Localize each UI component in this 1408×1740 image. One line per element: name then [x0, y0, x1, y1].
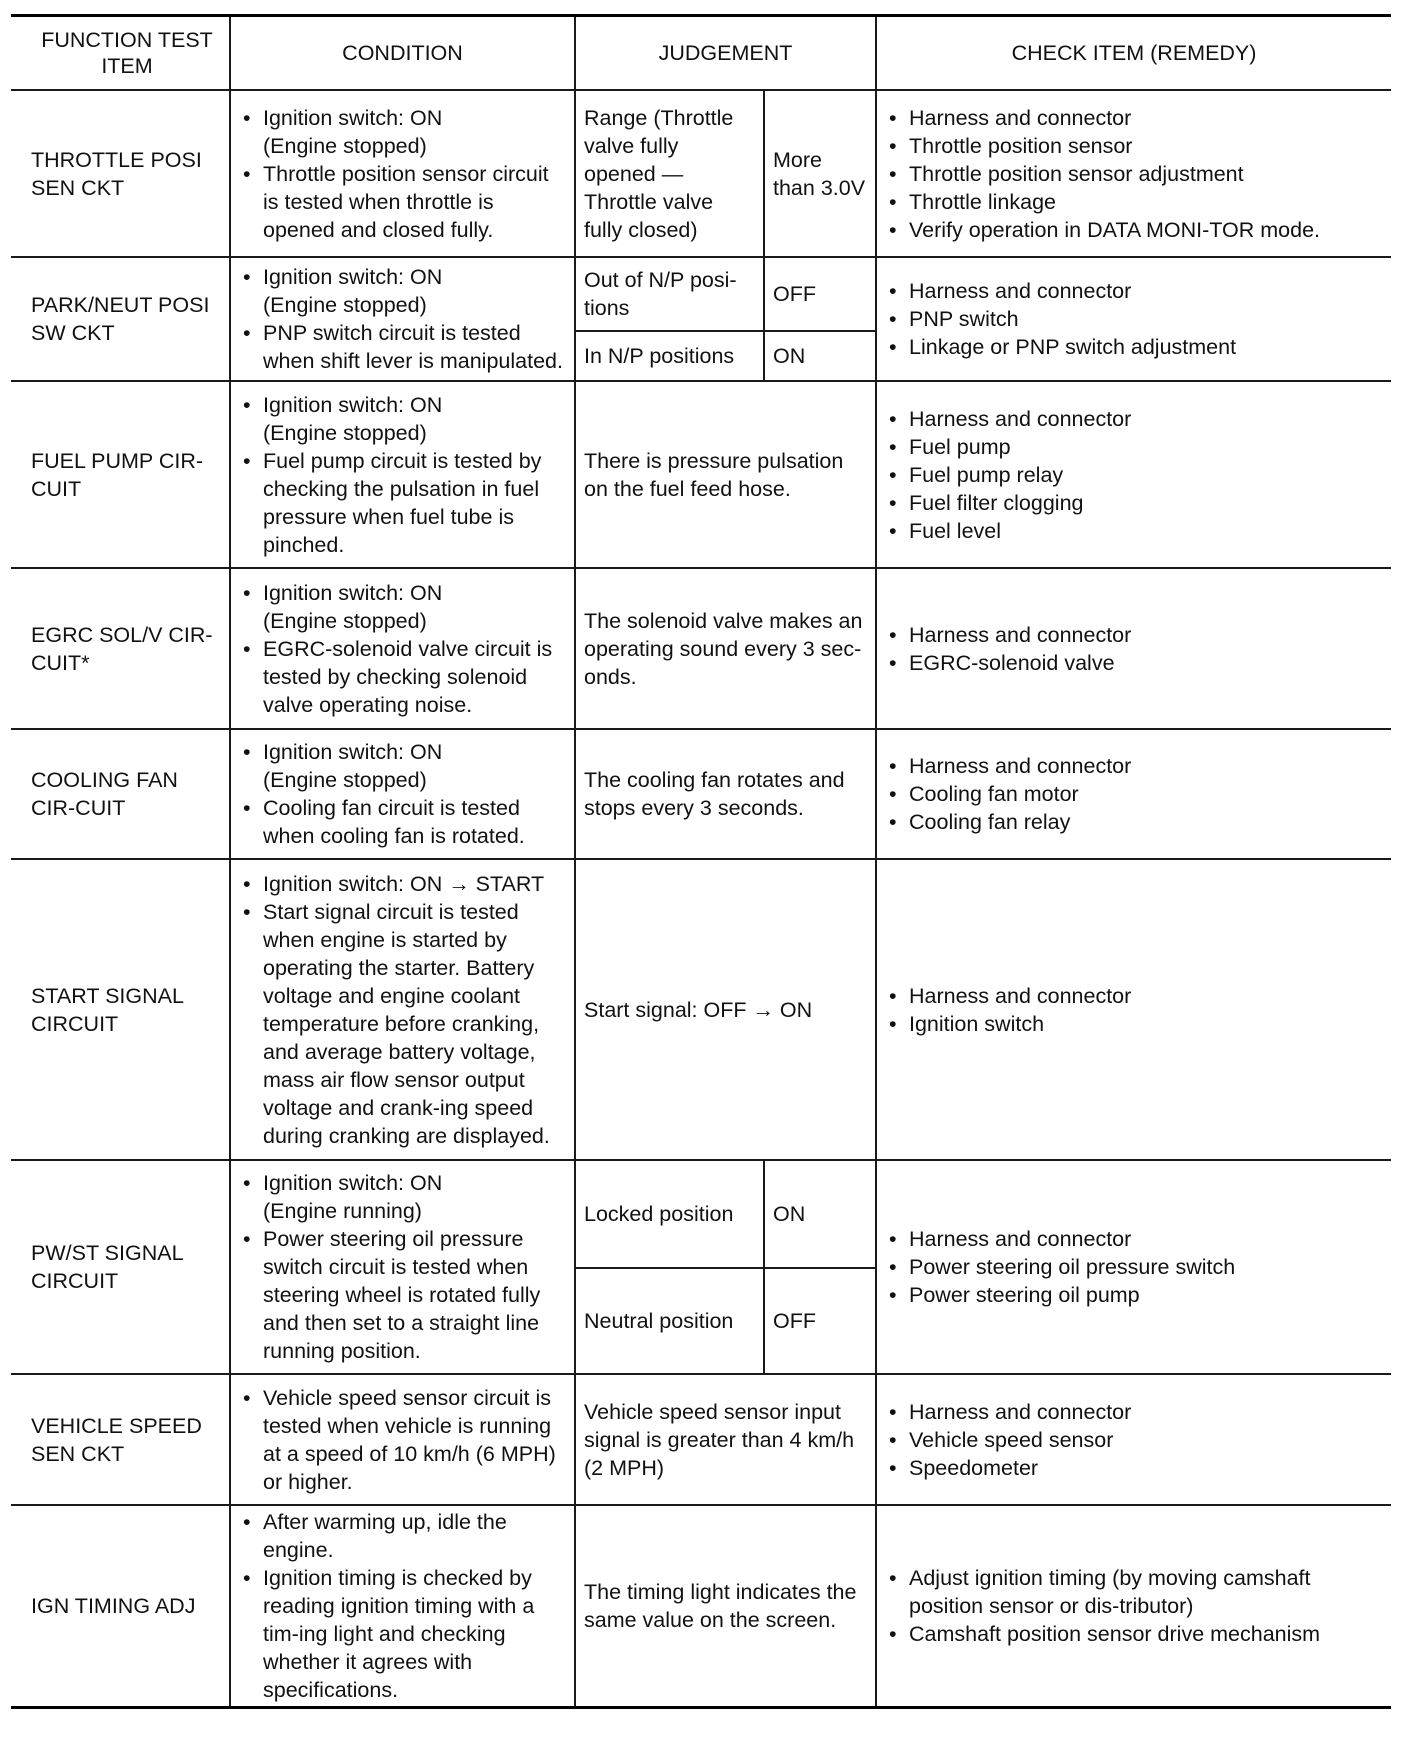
condition-text: Ignition switch: ON [263, 392, 443, 417]
check-item-cell [876, 568, 1391, 729]
condition-bullet: • EGRC-solenoid valve circuit is tested by checking solenoid valve operating noise. [239, 635, 566, 719]
condition-bullet: • Start signal circuit is tested when engine is started by operating the starter. Battery voltage and engine coolant temperature before cranking, and average battery voltage, mass air flow sensor output voltage and crank-ing speed during cranking are displayed. [239, 898, 566, 1150]
check-bullet: • Harness and connector [885, 752, 1383, 780]
judgement-value: OFF [764, 257, 876, 331]
check-bullet: • Cooling fan motor [885, 780, 1383, 808]
header-function-test-item: FUNCTION TEST ITEM [11, 16, 230, 91]
check-item-cell [876, 859, 1391, 1160]
condition-subtext: (Engine stopped) [263, 608, 427, 633]
check-bullet: • Harness and connector [885, 982, 1383, 1010]
check-bullet: • Vehicle speed sensor [885, 1426, 1383, 1454]
header-check-item: CHECK ITEM (REMEDY) [876, 16, 1391, 91]
condition-bullet: • Cooling fan circuit is tested when cooling fan is rotated. [239, 794, 566, 850]
condition-bullet [239, 263, 566, 319]
condition-bullet: • Throttle position sensor circuit is tested when throttle is opened and closed fully. [239, 160, 566, 244]
check-bullet: • Throttle position sensor adjustment [885, 160, 1383, 188]
check-bullet: • Fuel level [885, 517, 1383, 545]
check-bullet: • Harness and connector [885, 1398, 1383, 1426]
judgement-value: ON [764, 1160, 876, 1268]
condition-subtext: (Engine stopped) [263, 293, 427, 317]
judgement-cell: Vehicle speed sensor input signal is greater than 4 km/h (2 MPH) [575, 1374, 876, 1505]
condition-subtext: (Engine stopped) [263, 768, 427, 792]
check-bullet: • Harness and connector [885, 104, 1383, 132]
check-bullet: • Fuel pump [885, 433, 1383, 461]
table-row [11, 859, 1391, 1160]
condition-bullet: • Ignition switch: ON → START [239, 870, 566, 898]
header-condition: CONDITION [230, 16, 575, 91]
condition-bullet: • PNP switch circuit is tested when shift lever is manipulated. [239, 319, 566, 375]
condition-bullet [239, 579, 566, 635]
check-bullet: • Adjust ignition timing (by moving camshaft position sensor or dis-tributor) [885, 1564, 1383, 1620]
condition-cell [230, 568, 575, 729]
header-row [11, 16, 1391, 91]
check-item-cell [876, 1505, 1391, 1708]
function-test-item: THROTTLE POSI SEN CKT [11, 90, 230, 257]
check-bullet: • Harness and connector [885, 405, 1383, 433]
condition-bullet: • Power steering oil pressure switch circuit is tested when steering wheel is rotated fully and then set to a straight line running position. [239, 1225, 566, 1365]
function-test-table [11, 14, 1391, 1709]
condition-bullet [239, 104, 566, 160]
judgement-cell: Range (Throttle valve fully opened — Throttle valve fully closed) [575, 90, 764, 257]
function-test-item: START SIGNAL CIRCUIT [11, 859, 230, 1160]
function-test-item: IGN TIMING ADJ [11, 1505, 230, 1708]
function-test-item: PARK/NEUT POSI SW CKT [11, 257, 230, 381]
check-bullet: • Throttle position sensor [885, 132, 1383, 160]
judgement-cell: The solenoid valve makes an operating sound every 3 sec-onds. [575, 568, 876, 729]
condition-cell [230, 1374, 575, 1505]
judgement-cell: In N/P positions [575, 331, 764, 381]
table-row [11, 257, 1391, 331]
check-bullet: • Ignition switch [885, 1010, 1383, 1038]
judgement-cell: The cooling fan rotates and stops every 3 seconds. [575, 729, 876, 859]
table-row [11, 1160, 1391, 1268]
function-test-sheet [11, 14, 1391, 1709]
check-item-cell [876, 1374, 1391, 1505]
function-test-item: PW/ST SIGNAL CIRCUIT [11, 1160, 230, 1374]
check-bullet: • Verify operation in DATA MONI-TOR mode. [885, 216, 1383, 244]
judgement-value: More than 3.0V [764, 90, 876, 257]
function-test-item: COOLING FAN CIR-CUIT [11, 729, 230, 859]
table-row [11, 1505, 1391, 1708]
judgement-cell: The timing light indicates the same value on the screen. [575, 1505, 876, 1708]
condition-bullet: • After warming up, idle the engine. [239, 1508, 566, 1564]
condition-bullet: • Vehicle speed sensor circuit is tested when vehicle is running at a speed of 10 km/h (6 MPH) or higher. [239, 1384, 566, 1496]
judgement-cell: Start signal: OFF → ON [575, 859, 876, 1160]
header-judgement: JUDGEMENT [575, 16, 876, 91]
function-test-item: FUEL PUMP CIR-CUIT [11, 381, 230, 568]
judgement-cell: Out of N/P posi-tions [575, 257, 764, 331]
condition-cell [230, 1160, 575, 1374]
table-row [11, 1374, 1391, 1505]
check-bullet: • Harness and connector [885, 621, 1383, 649]
table-row [11, 381, 1391, 568]
condition-subtext: (Engine running) [263, 1199, 422, 1223]
check-bullet: • Throttle linkage [885, 188, 1383, 216]
check-bullet: • Harness and connector [885, 277, 1383, 305]
check-item-cell [876, 729, 1391, 859]
judgement-value: OFF [764, 1268, 876, 1374]
table-row [11, 90, 1391, 257]
function-test-item: EGRC SOL/V CIR-CUIT* [11, 568, 230, 729]
check-bullet: • Fuel filter clogging [885, 489, 1383, 517]
judgement-value: ON [764, 331, 876, 381]
condition-text: Ignition switch: ON [263, 265, 443, 289]
check-item-cell [876, 257, 1391, 381]
check-item-cell [876, 1160, 1391, 1374]
condition-subtext: (Engine stopped) [263, 133, 427, 158]
check-item-cell [876, 90, 1391, 257]
condition-bullet: • Fuel pump circuit is tested by checking the pulsation in fuel pressure when fuel tube is pinched. [239, 447, 566, 559]
check-bullet: • Power steering oil pump [885, 1281, 1383, 1309]
condition-bullet: • Ignition timing is checked by reading ignition timing with a tim-ing light and checking whether it agrees with specifications. [239, 1564, 566, 1704]
condition-cell [230, 729, 575, 859]
check-bullet: • Linkage or PNP switch adjustment [885, 333, 1383, 361]
check-bullet: • Power steering oil pressure switch [885, 1253, 1383, 1281]
check-bullet: • Speedometer [885, 1454, 1383, 1482]
condition-cell [230, 90, 575, 257]
check-item-cell [876, 381, 1391, 568]
condition-text: Ignition switch: ON [263, 740, 443, 764]
condition-bullet [239, 1169, 566, 1225]
check-bullet: • EGRC-solenoid valve [885, 649, 1383, 677]
table-row [11, 568, 1391, 729]
judgement-cell: There is pressure pulsation on the fuel feed hose. [575, 381, 876, 568]
table-row [11, 729, 1391, 859]
check-bullet: • Cooling fan relay [885, 808, 1383, 836]
condition-bullet [239, 391, 566, 447]
condition-cell [230, 381, 575, 568]
check-bullet: • Harness and connector [885, 1225, 1383, 1253]
check-bullet: • PNP switch [885, 305, 1383, 333]
check-bullet: • Fuel pump relay [885, 461, 1383, 489]
condition-cell [230, 257, 575, 381]
judgement-cell: Neutral position [575, 1268, 764, 1374]
condition-cell [230, 1505, 575, 1708]
condition-bullet [239, 738, 566, 794]
condition-text: Ignition switch: ON [263, 1171, 443, 1195]
condition-text: Ignition switch: ON [263, 580, 443, 605]
function-test-item: VEHICLE SPEED SEN CKT [11, 1374, 230, 1505]
condition-cell [230, 859, 575, 1160]
condition-text: Ignition switch: ON [263, 105, 443, 130]
condition-subtext: (Engine stopped) [263, 420, 427, 445]
check-bullet: • Camshaft position sensor drive mechanism [885, 1620, 1383, 1648]
judgement-cell: Locked position [575, 1160, 764, 1268]
